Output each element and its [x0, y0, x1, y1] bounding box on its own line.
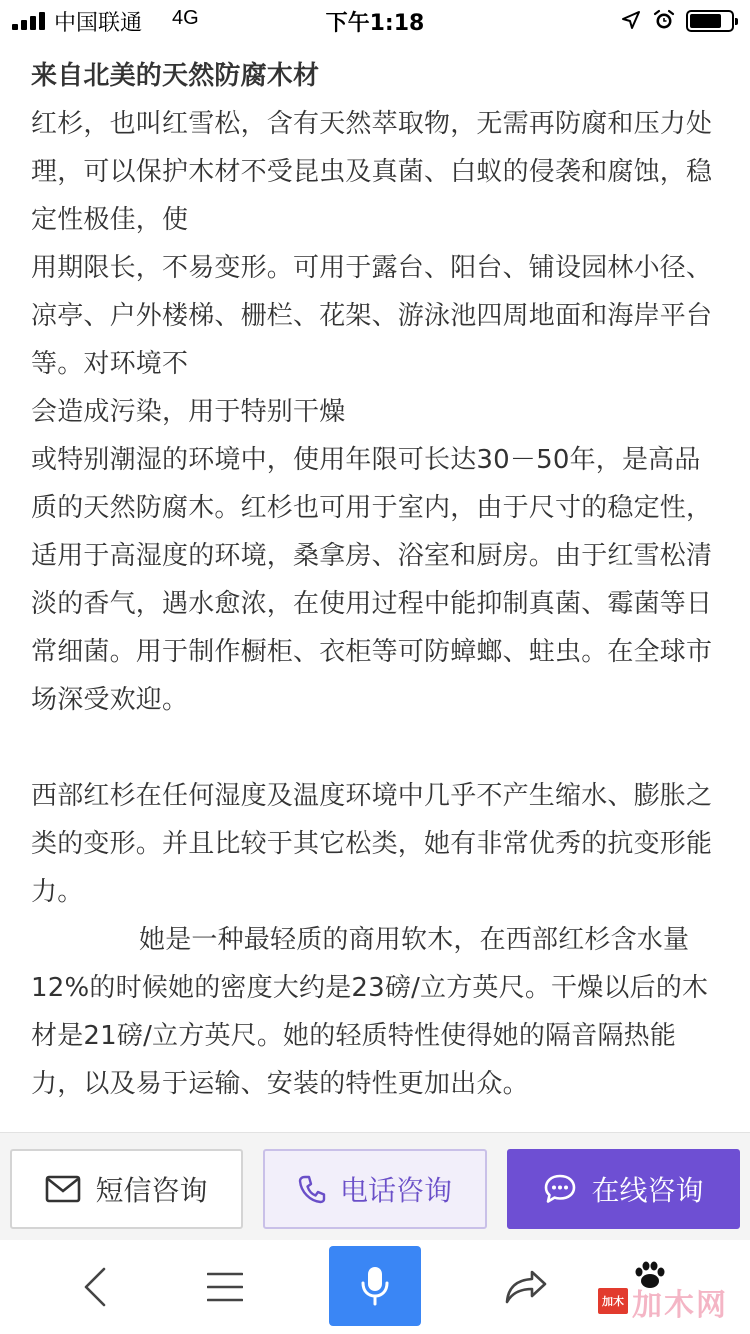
article-body: [31, 52, 721, 1108]
phone-icon: [298, 1174, 326, 1204]
alarm-clock-icon: [653, 9, 675, 31]
article-paragraph: 会造成污染，用于特别干燥: [31, 397, 346, 427]
chat-bubble-icon: [543, 1173, 577, 1205]
article-paragraph: 或特别潮湿的环境中，使用年限可长达30－50年，是高品质的天然防腐木。红杉也可用于室内，由于尺寸的稳定性，适用于高湿度的环境，桑拿房、浴室和厨房。由于红雪松清淡的香气，遇水愈浓，在使用过程中能抑制真菌、霉菌等日常细菌。用于制作橱柜、衣柜等可防蟑螂、蛀虫。在全球市场深受欢迎。: [31, 445, 713, 715]
envelope-icon: [45, 1175, 81, 1203]
battery-icon: [686, 10, 734, 32]
phone-consult-button[interactable]: [263, 1149, 487, 1229]
share-button[interactable]: [490, 1240, 562, 1334]
consult-action-bar: [0, 1132, 750, 1240]
menu-button[interactable]: [190, 1240, 260, 1334]
article-paragraph: 西部红杉在任何湿度及温度环境中几乎不产生缩水、膨胀之类的变形。并且比较于其它松类，她有非常优秀的抗变形能力。: [31, 781, 713, 907]
article-heading: 来自北美的天然防腐木材: [31, 61, 320, 91]
phone-consult-label: 电话咨询: [339, 1174, 452, 1207]
online-consult-label: 在线咨询: [591, 1174, 704, 1207]
article-paragraph: 红杉，也叫红雪松，含有天然萃取物，无需再防腐和压力处理，可以保护木材不受昆虫及真菌、白蚁的侵袭和腐蚀，稳定性极佳，使: [31, 109, 713, 235]
microphone-icon: [359, 1265, 391, 1307]
watermark-badge: 加木: [598, 1288, 628, 1314]
article-paragraph: 她是一种最轻质的商用软木，在西部红杉含水量12%的时候她的密度大约是23磅/立方英尺。干燥以后的木材是21磅/立方英尺。她的轻质特性使得她的隔音隔热能力，以及易于运输、安装的特性更加出众。: [31, 925, 709, 1099]
voice-search-button[interactable]: [329, 1246, 421, 1326]
carrier-name: 中国联通: [54, 11, 143, 36]
status-bar: [0, 0, 750, 40]
status-time: 下午1:18: [325, 11, 425, 36]
sms-consult-label: 短信咨询: [95, 1174, 208, 1207]
back-button[interactable]: [60, 1240, 130, 1334]
site-watermark: [598, 1256, 748, 1332]
hamburger-icon: [207, 1271, 243, 1303]
share-arrow-icon: [504, 1269, 548, 1305]
paragraph-spacer: [31, 724, 721, 772]
watermark-text: 加木网: [632, 1288, 728, 1323]
article-paragraph: 用期限长，不易变形。可用于露台、阳台、铺设园林小径、凉亭、户外楼梯、栅栏、花架、游泳池四周地面和海岸平台等。对环境不: [31, 253, 713, 379]
sms-consult-button[interactable]: [10, 1149, 243, 1229]
chevron-left-icon: [82, 1267, 108, 1307]
network-type: 4G: [172, 7, 199, 29]
online-consult-button[interactable]: [507, 1149, 740, 1229]
location-arrow-icon: [621, 10, 641, 30]
